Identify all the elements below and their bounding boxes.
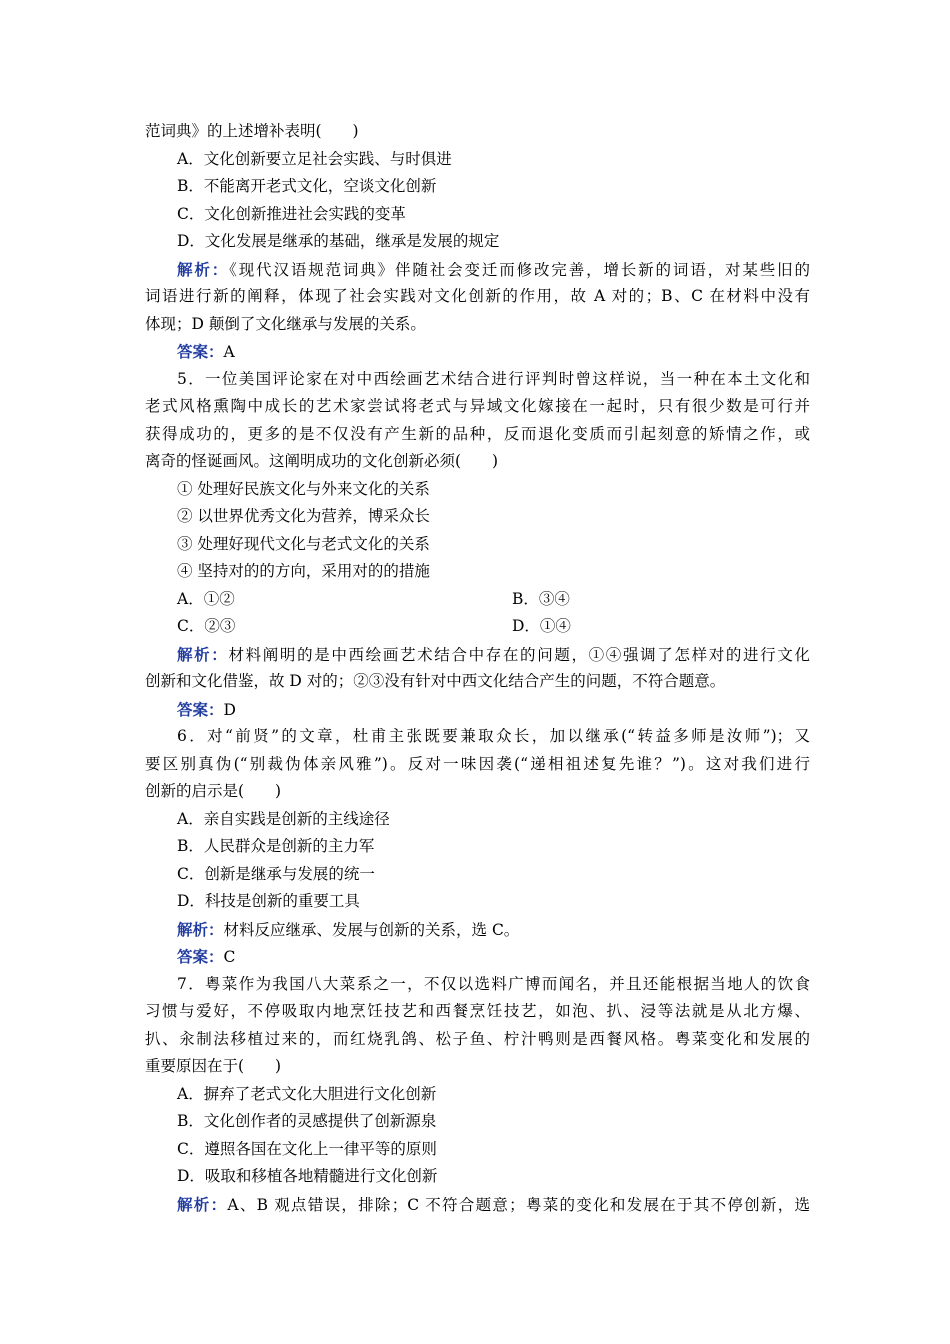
q4-option-c: C．文化创新推进社会实践的变革	[177, 204, 406, 223]
q4-option-b: B．不能离开老式文化，空谈文化创新	[177, 177, 437, 195]
q6-option-a: A．亲自实践是创新的主线途径	[177, 809, 390, 828]
q7-stem-line-4: 重要原因在于( )	[145, 1057, 282, 1075]
q5-analysis-line-2: 创新和文化借鉴，故 D 对的；②③没有针对中西文化结合产生的问题，不符合题意。	[145, 672, 726, 690]
q6-stem-line-3: 创新的启示是( )	[145, 782, 282, 800]
q5-item-4: ④ 坚持对的的方向，采用对的的措施	[177, 562, 430, 580]
q6-stem-line-1: 6．对“前贤”的文章，杜甫主张既要兼取众长，加以继承(“转益多师是汝师”)；又	[177, 727, 810, 745]
analysis-label: 解析：	[177, 919, 224, 939]
answer-label: 答案：	[177, 947, 224, 966]
q7-option-a: A．摒弃了老式文化大胆进行文化创新	[177, 1084, 437, 1103]
q7-option-c: C．遵照各国在文化上一律平等的原则	[177, 1139, 437, 1158]
q7-stem-line-1: 7．粤菜作为我国八大菜系之一，不仅以选料广博而闻名，并且还能根据当地人的饮食	[177, 974, 810, 993]
q7-option-d: D．吸取和移植各地精髓进行文化创新	[177, 1167, 438, 1185]
analysis-label: 解析：	[177, 644, 229, 664]
answer-label: 答案：	[177, 699, 224, 719]
q5-option-b: B．③④	[512, 589, 570, 608]
q6-stem-line-2: 要区别真伪(“别裁伪体亲风雅”)。反对一味因袭(“递相祖述复先谁？”)。这对我们进行	[145, 754, 810, 773]
q5-answer	[145, 696, 810, 724]
q7-analysis-line-1: A、B 观点错误，排除；C 不符合题意；粤菜的变化和发展在于其不停创新，选	[227, 1195, 810, 1214]
q6-analysis	[145, 916, 810, 944]
q5-option-a: A．①②	[177, 589, 235, 608]
q5-analysis-line-1: 材料阐明的是中西绘画艺术结合中存在的问题，①④强调了怎样对的进行文化	[228, 645, 810, 664]
document-body	[145, 118, 810, 1218]
q6-answer-value: C	[223, 948, 236, 966]
q6-answer	[145, 943, 810, 971]
q7-option-b: B．文化创作者的灵感提供了创新源泉	[177, 1112, 437, 1130]
q7-analysis	[145, 1191, 810, 1219]
q5-stem-line-2: 老式风格熏陶中成长的艺术家尝试将老式与异域文化嫁接在一起时，只有很少数是可行并	[145, 397, 810, 415]
q6-option-b: B．人民群众是创新的主力军	[177, 837, 375, 855]
q5-options-row-2	[145, 613, 810, 641]
q6-option-d: D．科技是创新的重要工具	[177, 892, 360, 910]
q6-analysis-line-1: 材料反应继承、发展与创新的关系，选 C。	[223, 920, 520, 939]
q5-options-row-1	[145, 586, 810, 614]
q5-analysis	[145, 641, 810, 669]
q5-item-2: ② 以世界优秀文化为营养，博采众长	[177, 507, 430, 525]
q5-option-c: C．②③	[177, 617, 236, 635]
q4-stem-end: 范词典》的上述增补表明( )	[145, 122, 359, 140]
q7-stem-line-2: 习惯与爱好，不停吸取内地烹饪技艺和西餐烹饪技艺，如泡、扒、浸等法就是从北方爆、	[145, 1002, 810, 1020]
q5-stem-line-3: 获得成功的，更多的是不仅没有产生新的品种，反而退化变质而引起刻意的矫情之作，或	[145, 424, 810, 443]
q5-option-d: D．①④	[512, 617, 571, 635]
q4-answer-value: A	[223, 343, 235, 361]
q4-analysis-line-1: 《现代汉语规范词典》伴随社会变迁而修改完善，增长新的词语，对某些旧的	[229, 260, 810, 279]
q4-analysis	[145, 256, 810, 284]
q5-stem-line-4: 离奇的怪诞画风。这阐明成功的文化创新必须( )	[145, 452, 499, 470]
q4-analysis-line-3: 体现；D 颠倒了文化继承与发展的关系。	[145, 314, 426, 333]
answer-label: 答案：	[177, 342, 224, 361]
analysis-label: 解析：	[177, 1194, 228, 1214]
analysis-label: 解析：	[177, 259, 230, 279]
q7-stem-line-3: 扒、汆制法移植过来的，而红烧乳鸽、松子鱼、柠汁鸭则是西餐风格。粤菜变化和发展的	[145, 1029, 810, 1048]
q4-option-a: A．文化创新要立足社会实践、与时俱进	[177, 149, 452, 168]
q5-item-3: ③ 处理好现代文化与老式文化的关系	[177, 534, 430, 553]
q6-option-c: C．创新是继承与发展的统一	[177, 864, 375, 883]
q4-option-d: D．文化发展是继承的基础，继承是发展的规定	[177, 232, 500, 250]
q4-analysis-line-2: 词语进行新的阐释，体现了社会实践对文化创新的作用，故 A 对的；B、C 在材料中没有	[145, 287, 810, 305]
q5-answer-value: D	[223, 700, 236, 719]
q5-stem-line-1: 5．一位美国评论家在对中西绘画艺术结合进行评判时曾这样说，当一种在本土文化和	[177, 369, 810, 388]
q4-answer	[145, 338, 810, 366]
q5-item-1: ① 处理好民族文化与外来文化的关系	[177, 479, 430, 498]
